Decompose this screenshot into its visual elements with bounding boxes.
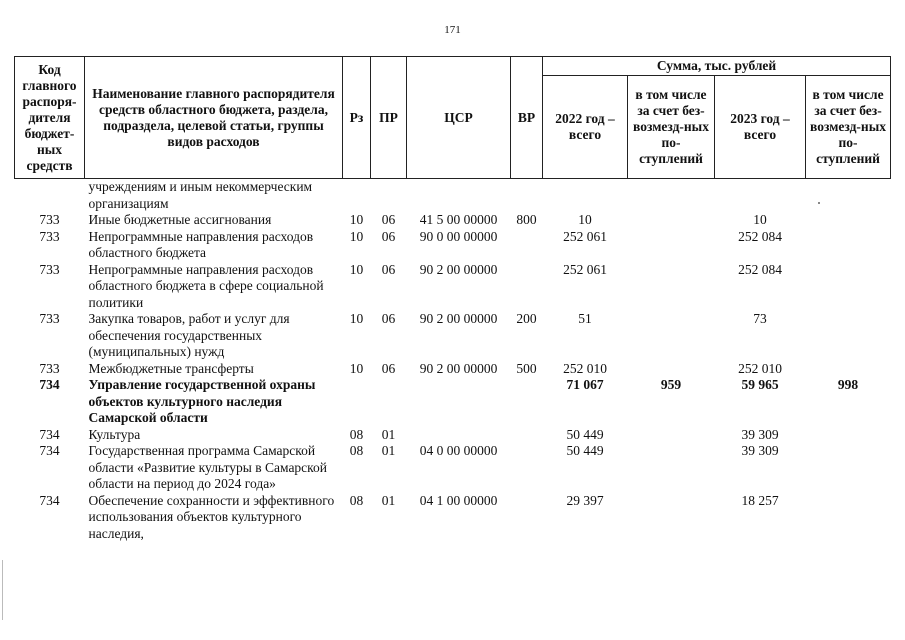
table-row (15, 443, 891, 493)
cell-name: Управление государственной охраны объектов культурного наследия Самарской области (88, 377, 316, 425)
cell-vr (511, 443, 543, 493)
cell-2022-total: 71 067 (566, 377, 604, 392)
cell-name: Государственная программа Самарской области «Развитие культуры в Самарской области на период до 2024 года» (88, 443, 328, 491)
cell-2023-total: 39 309 (741, 443, 779, 458)
cell-rz: 10 (349, 360, 364, 376)
cell-rz: 08 (349, 492, 364, 508)
table-row (15, 427, 891, 444)
table-body (15, 179, 891, 543)
cell-code: 734 (39, 426, 60, 442)
cell-csr (407, 179, 511, 213)
cell-2022-free (628, 229, 715, 262)
table-row (15, 377, 891, 427)
cell-vr (511, 262, 543, 312)
cell-csr: 90 0 00 00000 (419, 228, 498, 244)
cell-2022-free (628, 427, 715, 444)
cell-pr: 01 (381, 492, 396, 508)
header-rz: Рз (343, 57, 371, 179)
cell-code: 734 (39, 443, 60, 458)
cell-2022-total: 50 449 (566, 426, 604, 442)
cell-2023-total: 10 (753, 212, 767, 227)
cell-vr (511, 179, 543, 213)
header-2023-free: в том числе за счет без-возмезд-ных по-ступлений (806, 76, 891, 179)
cell-vr: 200 (516, 311, 537, 326)
table-row (15, 311, 891, 361)
header-2023-total: 2023 год – всего (715, 76, 806, 179)
cell-2023-free (806, 229, 891, 262)
cell-name: Межбюджетные трансферты (88, 360, 254, 376)
cell-2022-free (628, 262, 715, 312)
header-vr: ВР (511, 57, 543, 179)
cell-vr: 800 (516, 212, 537, 227)
cell-2022-free: 959 (660, 377, 682, 392)
cell-rz: 10 (349, 261, 364, 277)
table-row (15, 229, 891, 262)
cell-vr (511, 493, 543, 543)
cell-rz: 08 (349, 426, 364, 442)
cell-2023-free (806, 493, 891, 543)
cell-pr: 01 (381, 426, 396, 442)
cell-2023-free (806, 361, 891, 378)
cell-csr (407, 427, 511, 444)
cell-2022-total (543, 179, 628, 213)
budget-table (14, 56, 891, 542)
header-pr: ПР (371, 57, 407, 179)
cell-csr (407, 377, 511, 427)
cell-2023-free: 998 (837, 377, 859, 392)
cell-rz: 10 (349, 212, 364, 227)
cell-code (15, 179, 85, 213)
cell-csr: 90 2 00 00000 (419, 261, 498, 277)
cell-name: Закупка товаров, работ и услуг для обеспечения государственных (муниципальных) нужд (88, 311, 290, 359)
cell-pr: 06 (381, 311, 396, 326)
cell-name: Иные бюджетные ассигнования (88, 212, 272, 227)
cell-name: Обеспечение сохранности и эффективного использования объектов культурного наследия, (88, 492, 335, 541)
cell-rz: 10 (349, 311, 364, 326)
cell-rz: 10 (349, 228, 364, 244)
table-row (15, 262, 891, 312)
cell-pr: 06 (381, 360, 396, 376)
table-row (15, 179, 891, 213)
cell-2022-free (628, 179, 715, 213)
cell-vr (511, 377, 543, 427)
cell-code: 734 (39, 492, 60, 508)
cell-pr: 06 (381, 261, 396, 277)
cell-rz (343, 377, 371, 427)
cell-2023-free (806, 443, 891, 493)
page-number: 171 (444, 24, 461, 36)
cell-2022-total: 29 397 (566, 492, 604, 508)
cell-2023-total: 39 309 (741, 426, 779, 442)
cell-vr (511, 229, 543, 262)
cell-2023-total: 59 965 (741, 377, 779, 392)
cell-vr: 500 (516, 360, 537, 376)
cell-code: 733 (39, 311, 60, 326)
cell-pr: 06 (381, 212, 396, 227)
cell-2022-free (628, 443, 715, 493)
cell-2023-total: 18 257 (741, 492, 779, 508)
cell-pr (371, 377, 407, 427)
cell-2023-free (806, 179, 891, 213)
cell-name: Непрограммные направления расходов областного бюджета в сфере социальной политики (88, 261, 324, 310)
cell-code: 733 (39, 228, 60, 244)
cell-vr (511, 427, 543, 444)
cell-2022-total: 10 (578, 212, 592, 227)
table-row (15, 361, 891, 378)
cell-code: 733 (39, 261, 60, 277)
scan-speck (818, 202, 820, 204)
cell-2022-total: 252 061 (563, 261, 607, 277)
cell-2023-free (806, 262, 891, 312)
cell-2022-total: 252 061 (563, 228, 607, 244)
cell-csr: 41 5 00 00000 (419, 212, 498, 227)
table-row (15, 493, 891, 543)
header-2022-total: 2022 год – всего (543, 76, 628, 179)
cell-pr: 01 (381, 443, 396, 458)
header-name: Наименование главного распорядителя средств областного бюджета, раздела, подраздела, целевой статьи, группы видов расходов (85, 57, 343, 179)
cell-pr: 06 (381, 228, 396, 244)
cell-name: Культура (88, 426, 141, 442)
cell-pr (371, 179, 407, 213)
cell-2022-total: 50 449 (566, 443, 604, 458)
cell-rz (343, 179, 371, 213)
cell-csr: 04 1 00 00000 (419, 492, 498, 508)
cell-csr: 90 2 00 00000 (419, 311, 498, 326)
cell-name: Непрограммные направления расходов областного бюджета (88, 228, 314, 260)
cell-2023-total: 252 084 (738, 261, 782, 277)
scan-edge-mark (2, 560, 3, 620)
header-code: Код главного распоря-дителя бюджет-ных средств (15, 57, 85, 179)
cell-2023-free (806, 427, 891, 444)
table-header (15, 57, 891, 179)
cell-code: 733 (39, 212, 60, 227)
cell-2022-free (628, 361, 715, 378)
cell-2023-total: 252 084 (738, 228, 782, 244)
header-sum: Сумма, тыс. рублей (543, 57, 891, 76)
cell-2022-free (628, 311, 715, 361)
cell-name: учреждениям и иным некоммерческим организациям (88, 179, 313, 211)
cell-rz: 08 (349, 443, 364, 458)
cell-2022-free (628, 493, 715, 543)
cell-2022-total: 252 010 (563, 360, 607, 376)
cell-code: 733 (39, 360, 60, 376)
header-2022-free: в том числе за счет без-возмезд-ных по-ступлений (628, 76, 715, 179)
cell-2023-free (806, 311, 891, 361)
cell-2023-total: 252 010 (738, 360, 782, 376)
cell-2023-free (806, 212, 891, 229)
cell-2023-total (715, 179, 806, 213)
cell-2022-total: 51 (578, 311, 592, 326)
cell-csr: 90 2 00 00000 (419, 360, 498, 376)
cell-2022-free (628, 212, 715, 229)
header-csr: ЦСР (407, 57, 511, 179)
cell-code: 734 (39, 377, 60, 392)
cell-csr: 04 0 00 00000 (419, 443, 498, 458)
cell-2023-total: 73 (753, 311, 767, 326)
table-row (15, 212, 891, 229)
